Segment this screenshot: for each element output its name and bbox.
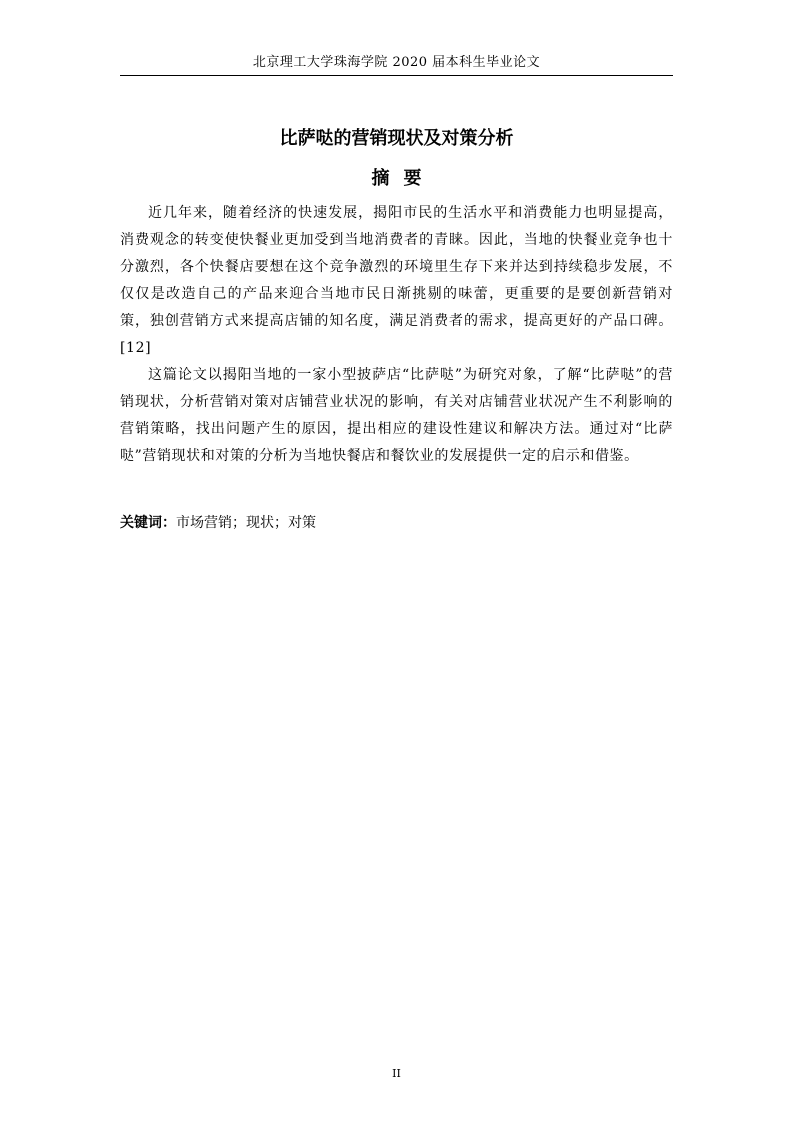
keywords-values: 市场营销；现状；对策 <box>176 515 316 531</box>
running-header: 北京理工大学珠海学院 2020 届本科生毕业论文 <box>252 55 541 70</box>
keywords-label: 关键词： <box>120 515 176 531</box>
keywords-line <box>120 510 673 537</box>
header-rule <box>120 75 673 76</box>
abstract-heading: 摘要 <box>371 168 436 189</box>
abstract-paragraph: 这篇论文以揭阳当地的一家小型披萨店“比萨哒”为研究对象，了解“比萨哒”的营销现状，分析营销对策对店铺营业状况的影响，有关对店铺营业状况产生不利影响的营销策略，找出问题产生的原因，提出相应的建设性建议和解决方法。通过对“比萨哒”营销现状和对策的分析为当地快餐店和餐饮业的发展提供一定的启示和借鉴。 <box>120 367 673 464</box>
page-number: II <box>392 1067 401 1080</box>
abstract-paragraph: 近几年来，随着经济的快速发展，揭阳市民的生活水平和消费能力也明显提高，消费观念的转变使快餐业更加受到当地消费者的青睐。因此，当地的快餐业竞争也十分激烈，各个快餐店要想在这个竞争激烈的环境里生存下来并达到持续稳步发展，不仅仅是改造自己的产品来迎合当地市民日渐挑剔的味蕾，更重要的是要创新营销对策，独创营销方式来提高店铺的知名度，满足消费者的需求，提高更好的产品口碑。[12] <box>120 205 673 356</box>
paper-title: 比萨哒的营销现状及对策分析 <box>279 128 514 149</box>
abstract-body <box>120 200 673 470</box>
